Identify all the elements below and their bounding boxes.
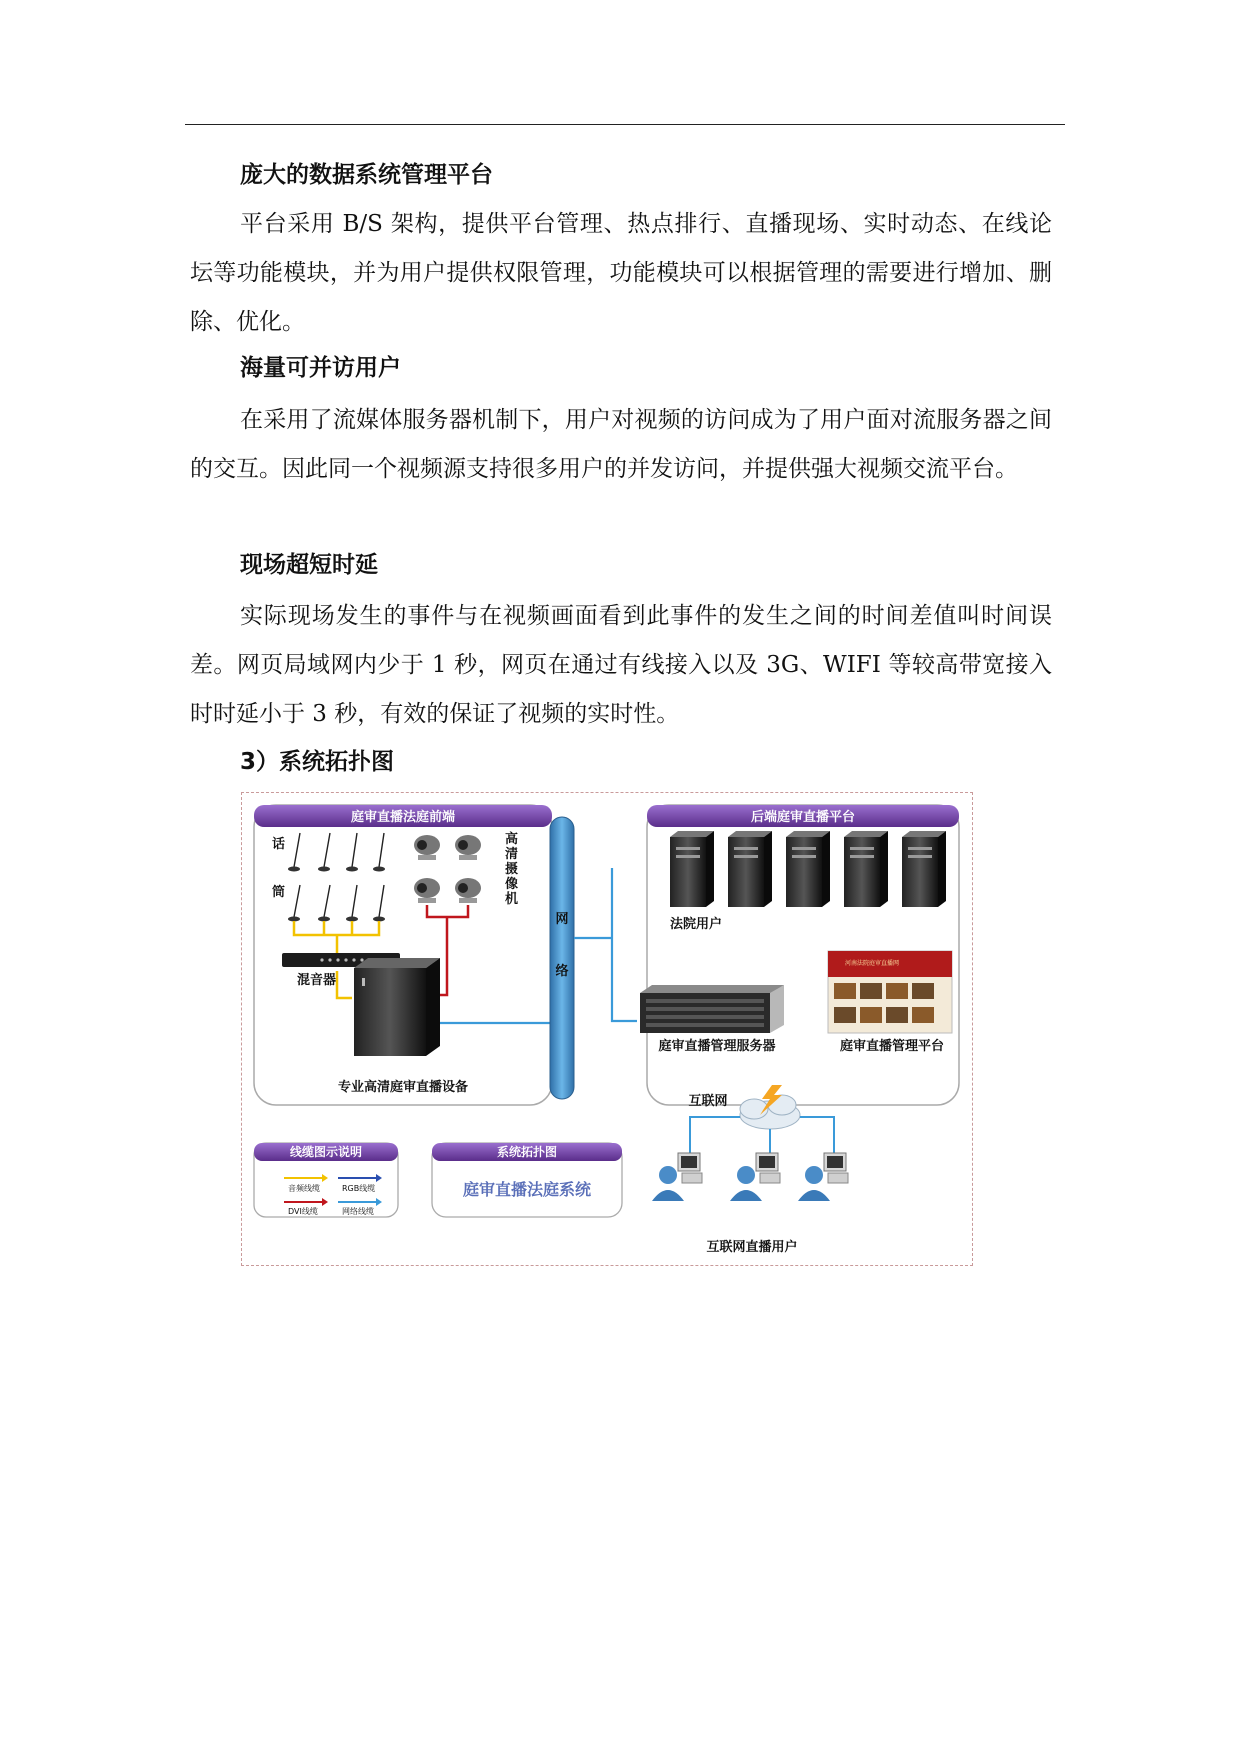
network-cables-back	[574, 868, 637, 1021]
server-label: 庭审直播管理服务器	[658, 1039, 776, 1054]
header-rule	[185, 124, 1065, 125]
topology-title-panel	[432, 1143, 622, 1217]
mic-label-1: 话	[272, 837, 286, 852]
broadcast-device-icon	[354, 958, 440, 1056]
camera-label	[505, 831, 518, 907]
legend-dvi-label: DVI线缆	[288, 1207, 318, 1216]
topology-system-name: 庭审直播法庭系统	[462, 1180, 592, 1199]
court-user-tower-icons	[670, 831, 946, 907]
svg-text:高: 高	[505, 832, 519, 847]
topology-diagram	[241, 792, 973, 1266]
internet-users-label: 互联网直播用户	[706, 1240, 798, 1255]
figure-heading: 3）系统拓扑图	[240, 749, 395, 775]
back-panel-title: 后端庭审直播平台	[750, 810, 856, 825]
legend-panel	[254, 1143, 398, 1217]
svg-text:清: 清	[505, 847, 519, 862]
section-body-platform: 平台采用 B/S 架构，提供平台管理、热点排行、直播现场、实时动态、在线论坛等功能模块，并为用户提供权限管理，功能模块可以根据管理的需要进行增加、删除、优化。	[190, 211, 1052, 335]
section-heading-latency: 现场超短时延	[240, 552, 378, 578]
front-panel-title: 庭审直播法庭前端	[350, 810, 456, 825]
mixer-label: 混音器	[297, 973, 337, 988]
court-user-label: 法院用户	[670, 917, 723, 932]
platform-label: 庭审直播管理平台	[839, 1039, 945, 1054]
section-body-users: 在采用了流媒体服务器机制下，用户对视频的访问成为了用户面对流服务器之间的交互。因此同一个视频源支持很多用户的并发访问，并提供强大视频交流平台。	[190, 407, 1052, 482]
website-banner-text: 河南法院庭审直播网	[845, 960, 900, 967]
broadcast-device-label: 专业高清庭审直播设备	[337, 1080, 469, 1095]
legend-audio-label: 音频线缆	[288, 1184, 320, 1193]
legend-title: 线缆图示说明	[289, 1145, 363, 1159]
legend-network-label: 网络线缆	[342, 1207, 374, 1216]
section-heading-users: 海量可并访用户	[240, 355, 401, 381]
legend-rgb-label: RGB线缆	[342, 1184, 376, 1193]
topology-title: 系统拓扑图	[496, 1145, 558, 1159]
network-backbone	[550, 817, 574, 1099]
svg-text:摄: 摄	[505, 862, 519, 877]
internet-user-icons	[652, 1153, 848, 1201]
svg-text:机: 机	[505, 892, 519, 907]
section-body-latency: 实际现场发生的事件与在视频画面看到此事件的发生之间的时间差值叫时间误差。网页局域网内少于 1 秒，网页在通过有线接入以及 3G、WIFI 等较高带宽接入时时延小于 3 秒，有效的保证了视频的实时性。	[190, 603, 1052, 727]
section-heading-platform: 庞大的数据系统管理平台	[240, 162, 493, 188]
mic-label-2: 筒	[272, 885, 286, 900]
svg-text:像: 像	[505, 877, 519, 892]
network-label-1: 网	[555, 912, 569, 927]
internet-label: 互联网	[688, 1094, 728, 1109]
network-label-2: 络	[555, 964, 569, 979]
server-icon	[640, 985, 784, 1033]
